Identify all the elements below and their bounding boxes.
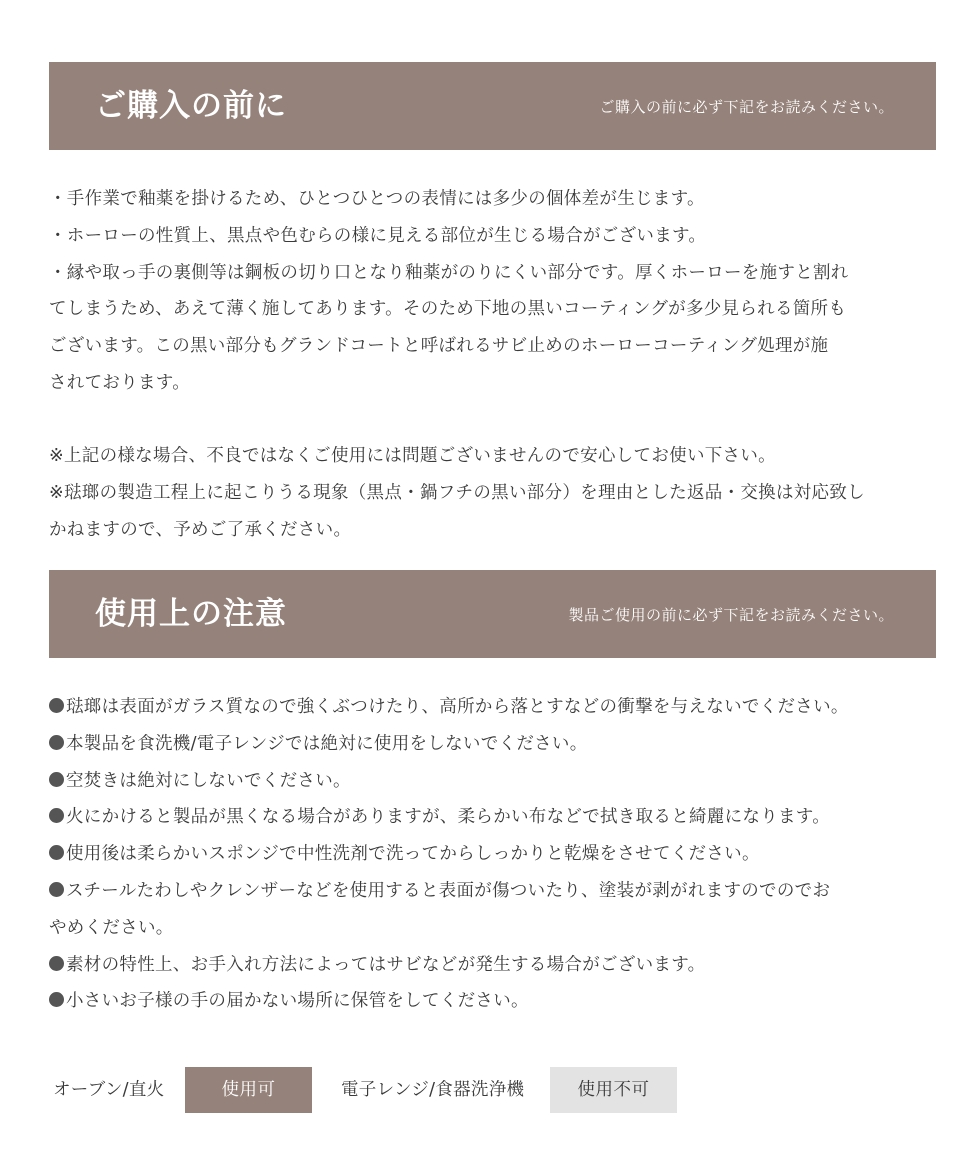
purchase-notes bbox=[49, 181, 941, 402]
disclaimer-line: ※琺瑯の製造工程上に起こりうる現象（黒点・鍋フチの黒い部分）を理由とした返品・交換は対応致し bbox=[49, 482, 865, 503]
bullet-dot-icon bbox=[49, 735, 64, 750]
caution-list bbox=[49, 689, 941, 1020]
caution-item bbox=[49, 873, 941, 910]
caution-text: 小さいお子様の手の届かない場所に保管をしてください。 bbox=[66, 991, 529, 1012]
caution-text: やめください。 bbox=[49, 917, 174, 938]
caution-item bbox=[49, 689, 941, 726]
microwave-status-badge: 使用不可 bbox=[550, 1067, 677, 1113]
section-header-usage-cautions bbox=[49, 570, 936, 658]
note-line: ・縁や取っ手の裏側等は鋼板の切り口となり釉薬がのりにくい部分です。厚くホーローを施すと割れ bbox=[49, 262, 849, 283]
disclaimer-line: ※上記の様な場合、不良ではなくご使用には問題ございませんので安心してお使い下さい。 bbox=[49, 446, 776, 466]
caution-item bbox=[49, 836, 941, 873]
section-subtitle: ご購入の前に必ず下記をお読みください。 bbox=[599, 98, 894, 116]
caution-item bbox=[49, 763, 941, 800]
bullet-dot-icon bbox=[49, 808, 64, 823]
caution-item bbox=[49, 799, 941, 836]
bullet-dot-icon bbox=[49, 772, 64, 787]
bullet-dot-icon bbox=[49, 992, 64, 1007]
note-line: ・手作業で釉薬を掛けるため、ひとつひとつの表情には多少の個体差が生じます。 bbox=[49, 189, 705, 209]
caution-text: 火にかけると製品が黒くなる場合がありますが、柔らかい布などで拭き取ると綺麗になります。 bbox=[66, 807, 830, 828]
caution-text: 空焚きは絶対にしないでください。 bbox=[66, 770, 351, 791]
purchase-disclaimers bbox=[49, 438, 941, 548]
oven-direct-fire-label: オーブン/直火 bbox=[53, 1080, 165, 1100]
note-line: てしまうため、あえて薄く施してあります。そのため下地の黒いコーティングが多少見られる箇所も bbox=[49, 299, 847, 320]
caution-item bbox=[49, 726, 941, 763]
usage-compatibility-row bbox=[0, 1067, 980, 1113]
caution-item-continuation bbox=[49, 910, 941, 947]
caution-text: スチールたわしやクレンザーなどを使用すると表面が傷ついたり、塗装が剥がれますのでのでお bbox=[66, 880, 831, 901]
caution-text: 本製品を食洗機/電子レンジでは絶対に使用をしないでください。 bbox=[66, 733, 588, 754]
note-line: されております。 bbox=[49, 372, 190, 393]
bullet-dot-icon bbox=[49, 698, 64, 713]
section-title: 使用上の注意 bbox=[95, 596, 287, 632]
bullet-dot-icon bbox=[49, 882, 64, 897]
caution-text: 素材の特性上、お手入れ方法によってはサビなどが発生する場合がございます。 bbox=[66, 954, 706, 975]
section-header-before-purchase bbox=[49, 62, 936, 150]
caution-text: 琺瑯は表面がガラス質なので強くぶつけたり、高所から落とすなどの衝撃を与えないでください。 bbox=[66, 697, 849, 717]
caution-text: 使用後は柔らかいスポンジで中性洗剤で洗ってからしっかりと乾燥をさせてください。 bbox=[66, 844, 760, 865]
section-subtitle: 製品ご使用の前に必ず下記をお読みください。 bbox=[568, 606, 894, 624]
microwave-dishwasher-label: 電子レンジ/食器洗浄機 bbox=[341, 1080, 525, 1100]
bullet-dot-icon bbox=[49, 956, 64, 971]
oven-status-badge: 使用可 bbox=[185, 1067, 312, 1113]
bullet-dot-icon bbox=[49, 845, 64, 860]
disclaimer-line: かねますので、予めご了承ください。 bbox=[49, 519, 352, 540]
caution-item bbox=[49, 983, 941, 1020]
section-title: ご購入の前に bbox=[95, 88, 287, 124]
note-line: ・ホーローの性質上、黒点や色むらの様に見える部位が生じる場合がございます。 bbox=[49, 225, 707, 246]
note-line: ございます。この黒い部分もグランドコートと呼ばれるサビ止めのホーローコーティング処理が施 bbox=[49, 336, 829, 357]
caution-item bbox=[49, 947, 941, 984]
